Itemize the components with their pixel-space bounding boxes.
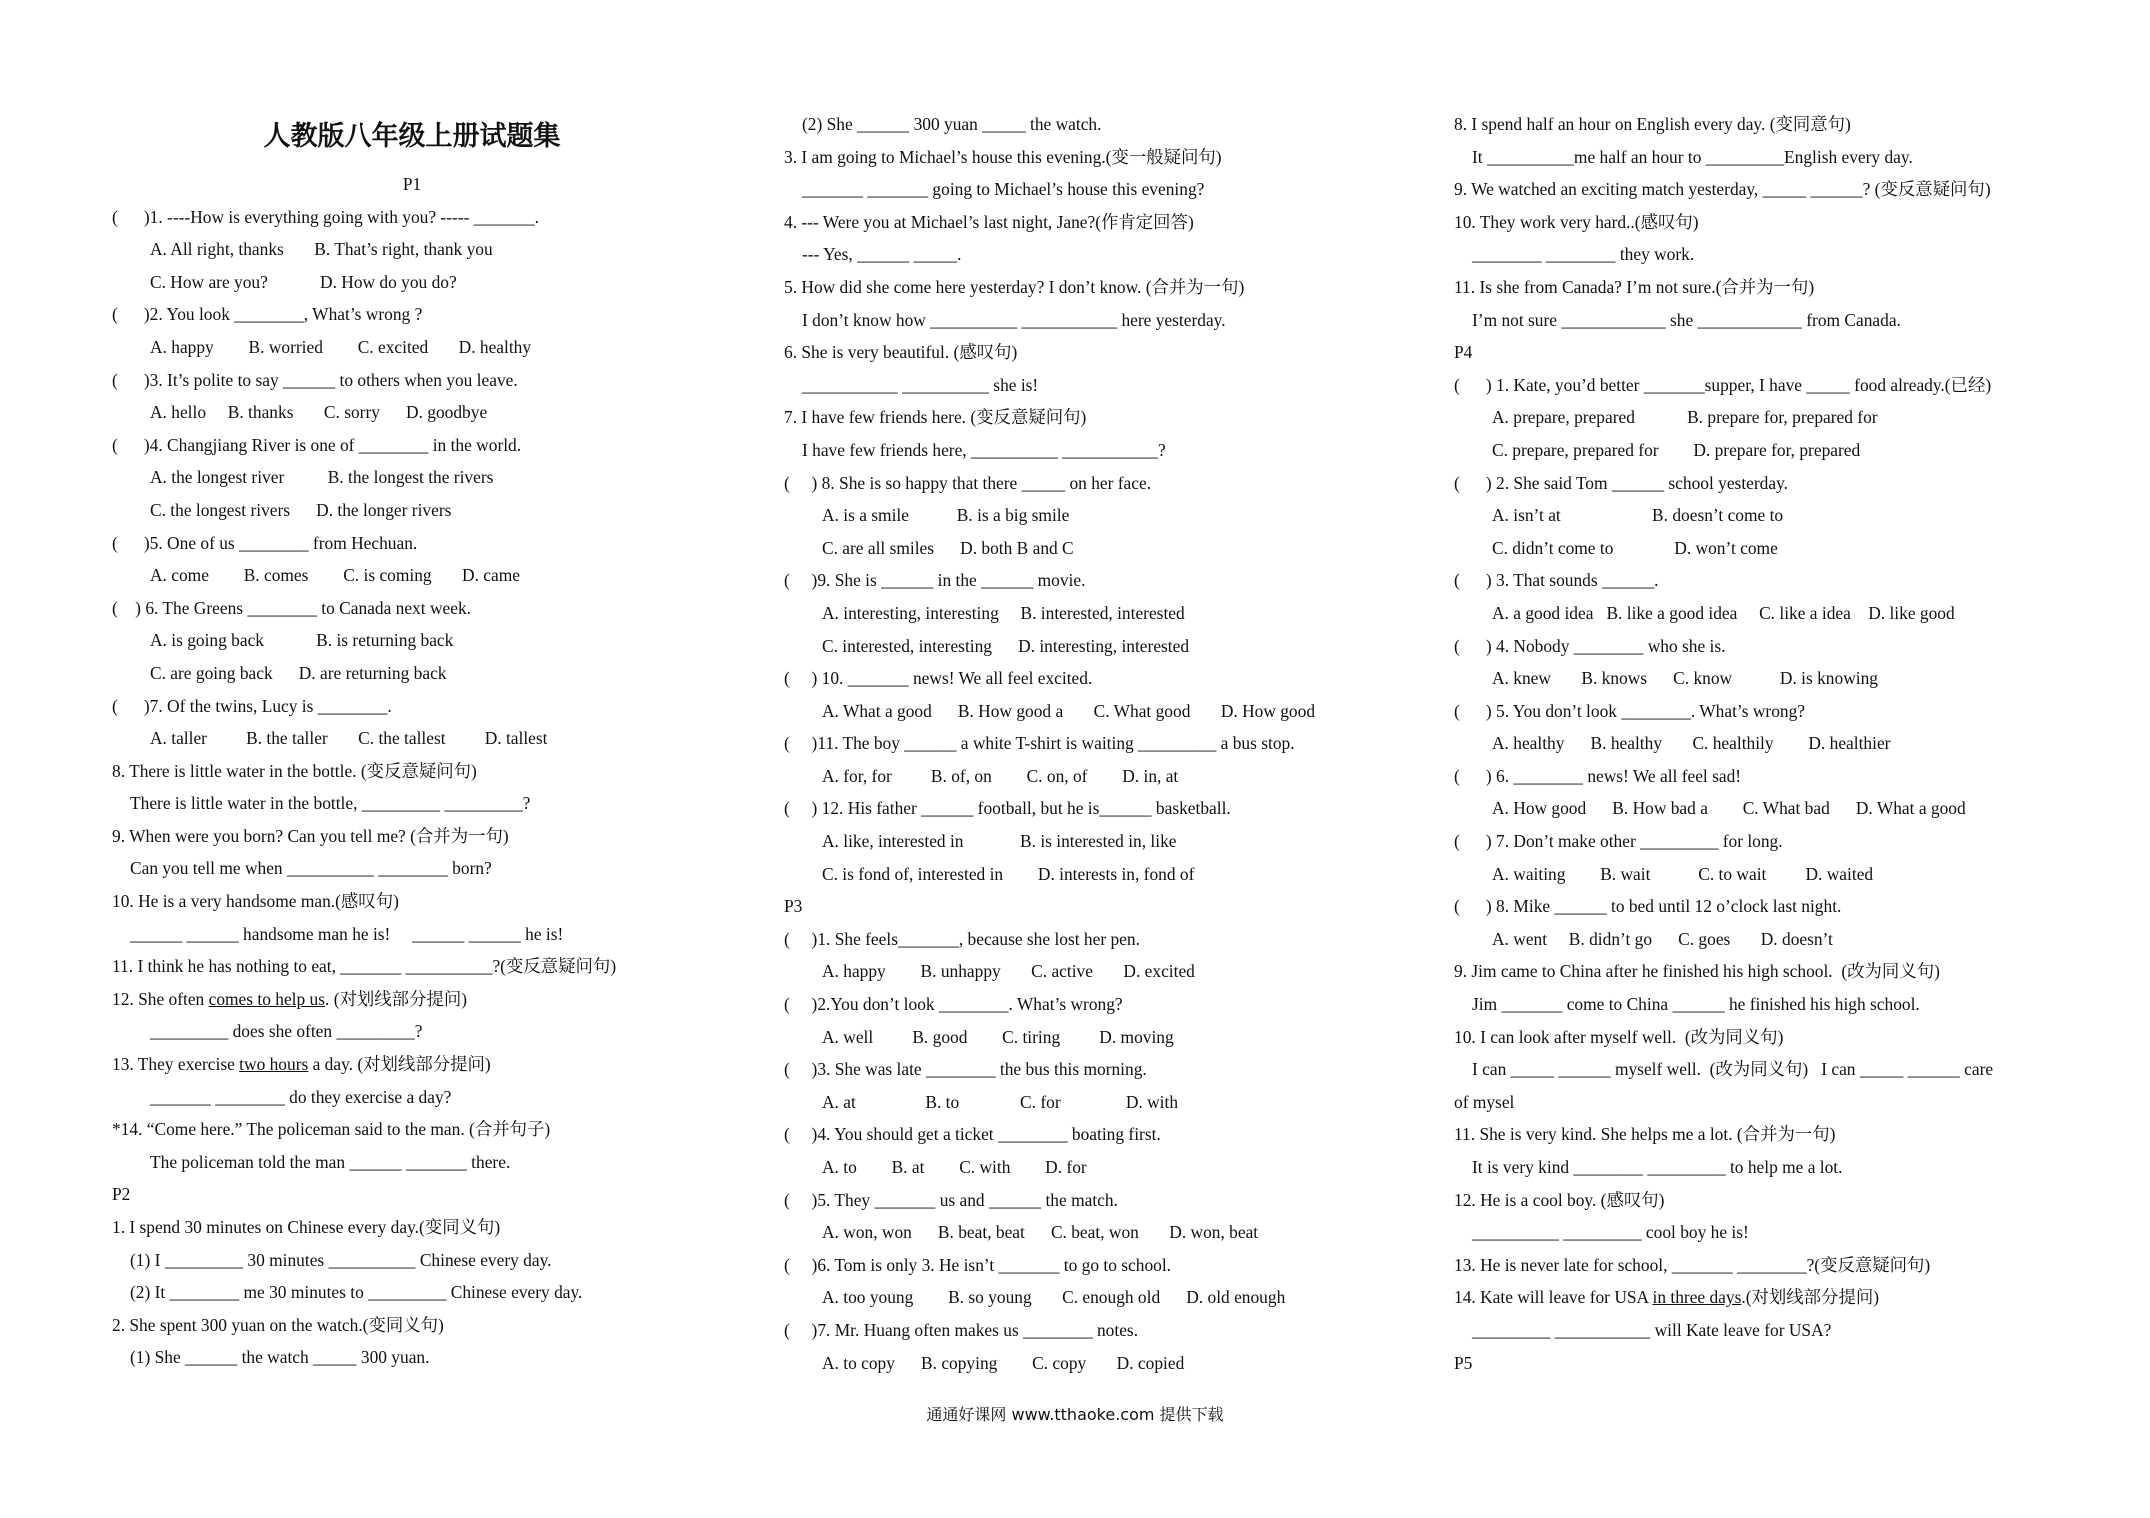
col1-line: 10. He is a very handsome man.(感叹句) — [112, 891, 399, 912]
col2-line: ( ) 8. She is so happy that there _____ on her face. — [784, 472, 1152, 493]
col3-line: of mysel — [1454, 1091, 1515, 1112]
col3-line: ( ) 4. Nobody ________ who she is. — [1454, 635, 1726, 656]
col1-line: A. taller B. the taller C. the tallest D. tallest — [150, 728, 548, 749]
col1-line: A. All right, thanks B. That’s right, thank you — [150, 239, 493, 260]
col1-line: C. the longest rivers D. the longer rivers — [150, 499, 452, 520]
document-title: 人教版八年级上册试题集 — [263, 121, 561, 152]
col1-line: 12. She often comes to help us. (对划线部分提问) — [112, 988, 468, 1009]
column-3 — [1454, 108, 2054, 1379]
col1-line: 11. I think he has nothing to eat, _______ __________?(变反意疑问句) — [112, 956, 617, 977]
col2-line: _______ _______ going to Michael’s house this evening? — [802, 179, 1205, 200]
col3-line: P4 — [1454, 342, 1473, 363]
col3-line: 14. Kate will leave for USA in three days.(对划线部分提问) — [1454, 1287, 1880, 1308]
col2-line: ( )5. They _______ us and ______ the match. — [784, 1189, 1118, 1210]
col3-line: A. healthy B. healthy C. healthily D. healthier — [1492, 733, 1891, 754]
col1-line: C. How are you? D. How do you do? — [150, 271, 457, 292]
col1-line: ( ) 6. The Greens ________ to Canada next week. — [112, 597, 471, 618]
col3-line: A. a good idea B. like a good idea C. like a idea D. like good — [1492, 602, 1955, 623]
col1-line: ( )5. One of us ________ from Hechuan. — [112, 532, 418, 553]
col3-line: 11. Is she from Canada? I’m not sure.(合并为一句) — [1454, 276, 1815, 297]
col1-line: P2 — [112, 1184, 131, 1205]
col3-line: A. isn’t at B. doesn’t come to — [1492, 505, 1784, 526]
col3-line: 9. Jim came to China after he finished his high school. (改为同义句) — [1454, 961, 1940, 982]
col1-line: A. is going back B. is returning back — [150, 630, 454, 651]
col3-line: ( ) 3. That sounds ______. — [1454, 570, 1659, 591]
col2-line: 4. --- Were you at Michael’s last night, Jane?(作肯定回答) — [784, 211, 1194, 232]
col1-line: ( )2. You look ________, What’s wrong ? — [112, 304, 423, 325]
col3-line: 12. He is a cool boy. (感叹句) — [1454, 1189, 1665, 1210]
col1-line: (1) She ______ the watch _____ 300 yuan. — [130, 1347, 430, 1368]
col3-line: C. prepare, prepared for D. prepare for, prepared — [1492, 439, 1861, 460]
col2-line: ( )7. Mr. Huang often makes us ________ notes. — [784, 1319, 1139, 1340]
col3-line: It __________me half an hour to _________English every day. — [1472, 146, 1913, 167]
col2-line: ( )2.You don’t look ________. What’s wrong? — [784, 994, 1123, 1015]
col1-line: ( )4. Changjiang River is one of ________ in the world. — [112, 434, 522, 455]
col3-line: A. waiting B. wait C. to wait D. waited — [1492, 863, 1874, 884]
col2-line: A. won, won B. beat, beat C. beat, won D. won, beat — [822, 1222, 1259, 1243]
col2-line: A. interesting, interesting B. interested, interested — [822, 602, 1185, 623]
col1-line: ( )3. It’s polite to say ______ to others when you leave. — [112, 369, 518, 390]
col2-line: ( )11. The boy ______ a white T-shirt is waiting _________ a bus stop. — [784, 733, 1295, 754]
column-1 — [112, 108, 752, 1374]
col2-line: C. is fond of, interested in D. interests in, fond of — [822, 863, 1195, 884]
col1-line: A. hello B. thanks C. sorry D. goodbye — [150, 402, 488, 423]
col2-line: I don’t know how __________ ___________ here yesterday. — [802, 309, 1226, 330]
col3-line: ( ) 1. Kate, you’d better _______supper, I have _____ food already.(已经) — [1454, 374, 1992, 395]
col3-line: Jim _______ come to China ______ he finished his high school. — [1472, 994, 1920, 1015]
col1-line: A. happy B. worried C. excited D. healthy — [150, 336, 532, 357]
col2-line: C. are all smiles D. both B and C — [822, 537, 1074, 558]
col3-line: 8. I spend half an hour on English every day. (变同意句) — [1454, 114, 1851, 134]
col1-line: P1 — [402, 174, 422, 194]
col2-line: --- Yes, ______ _____. — [802, 244, 962, 265]
col2-line: ( )1. She feels_______, because she lost her pen. — [784, 928, 1140, 949]
col1-line: ______ ______ handsome man he is! ______ ______ he is! — [130, 923, 564, 944]
col3-line: ( ) 5. You don’t look ________. What’s wrong? — [1454, 700, 1806, 721]
col3-line: A. knew B. knows C. know D. is knowing — [1492, 668, 1878, 689]
col3-line: ( ) 7. Don’t make other _________ for long. — [1454, 831, 1783, 852]
col3-line: __________ _________ cool boy he is! — [1472, 1222, 1749, 1243]
col2-line: ( ) 10. _______ news! We all feel excited. — [784, 668, 1093, 689]
col2-line: ( )3. She was late ________ the bus this morning. — [784, 1059, 1147, 1080]
col1-line: ( )7. Of the twins, Lucy is ________. — [112, 695, 392, 716]
col1-line: 9. When were you born? Can you tell me? (合并为一句) — [112, 825, 509, 846]
col3-line: C. didn’t come to D. won’t come — [1492, 537, 1778, 558]
col2-line: A. What a good B. How good a C. What good D. How good — [822, 700, 1316, 721]
col2-line: A. happy B. unhappy C. active D. excited — [822, 961, 1195, 982]
col2-line: A. to B. at C. with D. for — [822, 1157, 1087, 1177]
col2-line: A. to copy B. copying C. copy D. copied — [822, 1352, 1185, 1373]
col3-line: 10. They work very hard..(感叹句) — [1454, 211, 1699, 232]
col1-line: There is little water in the bottle, _________ _________? — [130, 793, 531, 814]
col1-line: 1. I spend 30 minutes on Chinese every day.(变同义句) — [112, 1217, 501, 1237]
col2-line: ( )6. Tom is only 3. He isn’t _______ to go to school. — [784, 1254, 1172, 1275]
col3-line: 10. I can look after myself well. (改为同义句) — [1454, 1026, 1784, 1047]
col3-line: _________ ___________ will Kate leave for USA? — [1472, 1319, 1832, 1340]
col2-line: 3. I am going to Michael’s house this evening.(变一般疑问句) — [784, 146, 1222, 167]
col3-line: P5 — [1454, 1352, 1473, 1373]
col3-line: ________ ________ they work. — [1472, 244, 1695, 265]
col2-line: ( ) 12. His father ______ football, but he is______ basketball. — [784, 798, 1231, 819]
col2-line: 7. I have few friends here. (变反意疑问句) — [784, 407, 1087, 428]
col1-line: Can you tell me when __________ ________ born? — [130, 858, 492, 879]
col1-line: *14. “Come here.” The policeman said to the man. (合并句子) — [112, 1119, 551, 1140]
col1-line: 13. They exercise two hours a day. (对划线部分提问) — [112, 1054, 491, 1075]
col1-line: _________ does she often _________? — [150, 1021, 423, 1042]
col1-line: The policeman told the man ______ _______ there. — [150, 1151, 511, 1172]
col3-line: I’m not sure ____________ she ____________ from Canada. — [1472, 309, 1901, 330]
col2-line: ( )9. She is ______ in the ______ movie. — [784, 570, 1086, 591]
col2-line: C. interested, interesting D. interesting, interested — [822, 635, 1190, 656]
col1-line: 2. She spent 300 yuan on the watch.(变同义句) — [112, 1314, 444, 1335]
col2-line: ( )4. You should get a ticket ________ boating first. — [784, 1124, 1161, 1145]
col3-line: A. prepare, prepared B. prepare for, prepared for — [1492, 407, 1878, 428]
col3-line: ( ) 6. ________ news! We all feel sad! — [1454, 765, 1742, 786]
col2-line: A. well B. good C. tiring D. moving — [822, 1026, 1174, 1047]
col1-line: (2) It ________ me 30 minutes to _________ Chinese every day. — [130, 1282, 583, 1303]
col1-line: ( )1. ----How is everything going with you? ----- _______. — [112, 206, 539, 227]
col3-line: 13. He is never late for school, _______ ________?(变反意疑问句) — [1454, 1254, 1931, 1275]
col2-line: A. like, interested in B. is interested in, like — [822, 831, 1177, 852]
col3-line: A. went B. didn’t go C. goes D. doesn’t — [1492, 928, 1833, 949]
col1-line: C. are going back D. are returning back — [150, 662, 447, 683]
col2-line: (2) She ______ 300 yuan _____ the watch. — [802, 114, 1102, 134]
col1-line: (1) I _________ 30 minutes __________ Chinese every day. — [130, 1249, 552, 1270]
col3-line: ( ) 2. She said Tom ______ school yesterday. — [1454, 472, 1788, 493]
col2-line: 5. How did she come here yesterday? I don’t know. (合并为一句) — [784, 276, 1245, 297]
col3-line: 9. We watched an exciting match yesterday, _____ ______? (变反意疑问句) — [1454, 179, 1991, 200]
col1-line: A. come B. comes C. is coming D. came — [150, 565, 520, 586]
col3-line: ( ) 8. Mike ______ to bed until 12 o’clock last night. — [1454, 896, 1842, 917]
col3-line: I can _____ ______ myself well. (改为同义句) I can _____ ______ care — [1472, 1059, 1994, 1080]
col2-line: A. is a smile B. is a big smile — [822, 505, 1070, 526]
col2-line: A. at B. to C. for D. with — [822, 1091, 1179, 1112]
col3-line: 11. She is very kind. She helps me a lot. (合并为一句) — [1454, 1124, 1836, 1145]
col2-line: A. for, for B. of, on C. on, of D. in, at — [822, 765, 1179, 786]
col1-line: 8. There is little water in the bottle. (变反意疑问句) — [112, 760, 477, 781]
col2-line: I have few friends here, __________ ___________? — [802, 439, 1166, 460]
col2-line: P3 — [784, 896, 803, 917]
col1-line: _______ ________ do they exercise a day? — [150, 1086, 452, 1107]
column-2 — [784, 108, 1424, 1379]
col1-line: A. the longest river B. the longest the rivers — [150, 467, 494, 488]
col3-line: A. How good B. How bad a C. What bad D. What a good — [1492, 798, 1966, 819]
footer-text: 通通好课网 www.tthaoke.com 提供下载 — [926, 1405, 1224, 1424]
col2-line: A. too young B. so young C. enough old D. old enough — [822, 1287, 1286, 1308]
col3-line: It is very kind ________ _________ to help me a lot. — [1472, 1157, 1843, 1177]
col2-line: ___________ __________ she is! — [802, 374, 1039, 395]
col2-line: 6. She is very beautiful. (感叹句) — [784, 342, 1018, 363]
